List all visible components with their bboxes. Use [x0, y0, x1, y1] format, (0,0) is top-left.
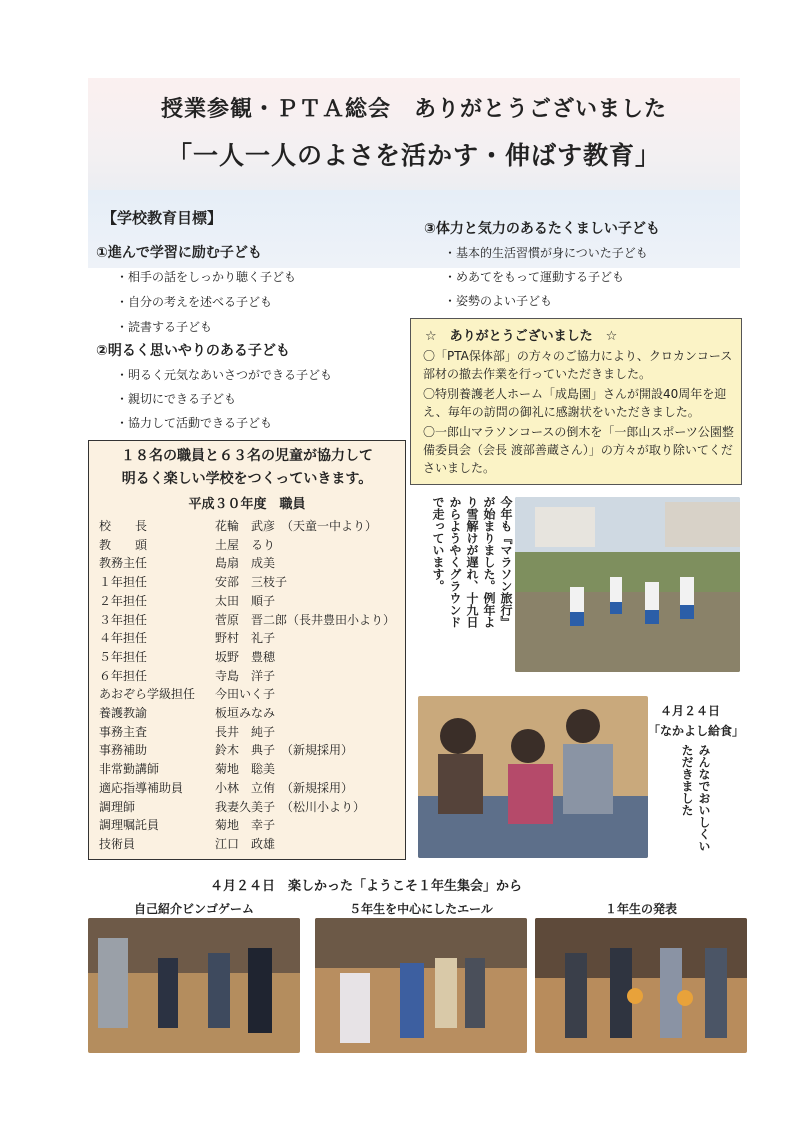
staff-name: 菊地 聡美: [215, 762, 276, 777]
goal1-item: ・相手の話をしっかり聴く子ども: [116, 270, 297, 284]
goal2-item: ・協力して活動できる子ども: [116, 416, 273, 430]
staff-role: ２年担任: [99, 593, 148, 608]
staff-name: 我妻久美子: [215, 799, 276, 814]
staff-name: 今田いく子: [215, 687, 276, 702]
thanks-paragraph: 〇「PTA保体部」の方々のご協力により、クロカンコース部材の撤去作業を行っていただきました。: [423, 349, 733, 381]
marathon-text: 今年も『マラソン旅行』が始まりました。例年より雪解けが遅れ、十九日からようやくグラウンドで走っています。: [431, 496, 513, 628]
staff-row: [99, 816, 399, 833]
goal3-item: ・基本的生活習慣が身についた子ども: [444, 246, 648, 260]
assembly-caption: 自己紹介ビンゴゲーム: [133, 902, 254, 916]
goal2-item: ・親切にできる子ども: [116, 392, 237, 406]
staff-role: ４年担任: [99, 631, 148, 646]
staff-row: [99, 517, 399, 534]
goal1-item: ・自分の考えを述べる子ども: [116, 295, 273, 309]
assembly-heading: ４月２４日 楽しかった「ようこそ１年生集会」から: [210, 879, 523, 894]
staff-role: 教務主任: [99, 556, 148, 571]
assembly-caption: ５年生を中心にしたエール: [349, 902, 493, 916]
thanks-heading: ☆ ありがとうございました ☆: [425, 329, 618, 344]
staff-intro: [89, 445, 405, 491]
first-grade-photo: [535, 918, 747, 1053]
staff-role: 養護教諭: [99, 706, 148, 720]
staff-name: 花輪 武彦: [215, 519, 276, 533]
staff-role: 事務補助: [99, 743, 148, 758]
staff-name: 島扇 成美: [215, 556, 276, 571]
staff-row: [99, 592, 399, 609]
bingo-photo: [88, 918, 300, 1053]
staff-row: [99, 704, 399, 721]
staff-role: ３年担任: [99, 612, 148, 627]
goal2-item: ・明るく元気なあいさつができる子ども: [116, 368, 333, 382]
goals-heading: 【学校教育目標】: [102, 209, 223, 227]
staff-row: [99, 667, 399, 684]
goal3-item: ・姿勢のよい子ども: [444, 294, 553, 308]
staff-name: 土屋 るり: [215, 537, 276, 552]
goal1-item: ・読書する子ども: [116, 320, 213, 334]
staff-row: [99, 723, 399, 740]
staff-row: [99, 685, 399, 702]
staff-row: [99, 648, 399, 665]
staff-row: [99, 554, 399, 571]
staff-note: （松川小より）: [281, 799, 366, 814]
staff-name: 鈴木 典子: [215, 743, 276, 758]
staff-name: 坂野 豊穂: [215, 649, 276, 664]
lunch-text: みんなでおいしくいただきました: [680, 744, 711, 852]
marathon-photo: [515, 497, 740, 672]
staff-name: 菊地 幸子: [215, 818, 276, 833]
staff-name: 長井 純子: [215, 724, 276, 739]
staff-name: 太田 順子: [215, 593, 276, 608]
staff-name: 板垣みなみ: [215, 706, 276, 720]
staff-box: [88, 440, 406, 860]
staff-name: 野村 礼子: [215, 631, 276, 646]
staff-role: 非常勤講師: [99, 762, 160, 777]
staff-row: [99, 798, 399, 815]
assembly-caption: １年生の発表: [604, 902, 677, 916]
staff-intro-line: １８名の職員と６３名の児童が協力して: [121, 448, 373, 464]
staff-role: あおぞら学級担任: [99, 687, 196, 702]
staff-role: 校 長: [99, 519, 148, 533]
page-subtitle: 「一人一人のよさを活かす・伸ばす教育」: [166, 141, 661, 170]
page-title: 授業参観・ＰＴＡ総会 ありがとうございました: [160, 97, 667, 122]
staff-note: （新規採用）: [281, 743, 354, 758]
thanks-box: [410, 318, 742, 485]
staff-role: 技術員: [99, 836, 136, 851]
staff-note: （天童一中より）: [281, 519, 378, 533]
goal2-title: ②明るく思いやりのある子ども: [96, 343, 290, 359]
staff-row: [99, 741, 399, 758]
staff-role: 適応指導補助員: [99, 780, 184, 795]
staff-role: ５年担任: [99, 649, 148, 664]
staff-name: 寺島 洋子: [215, 668, 276, 683]
staff-name: 菅原 晋二郎（長井豊田小より）: [215, 612, 396, 627]
staff-role: １年担任: [99, 575, 148, 590]
staff-row: [99, 573, 399, 590]
lunch-title: 「なかよし給食」: [648, 724, 745, 738]
lunch-photo: [418, 696, 648, 858]
thanks-paragraph: 〇一郎山マラソンコースの倒木を「一郎山スポーツ公園整備委員会（会長 渡部善蔵さん）」の方々が取り除いてくださいました。: [423, 425, 734, 475]
staff-role: 事務主査: [99, 724, 148, 739]
staff-note: （新規採用）: [281, 780, 354, 795]
lunch-date: ４月２４日: [660, 704, 721, 718]
staff-role: ６年担任: [99, 668, 148, 683]
goal3-item: ・めあてをもって運動する子ども: [444, 270, 625, 284]
staff-row: [99, 779, 399, 796]
staff-row: [99, 835, 399, 852]
staff-name: 安部 三枝子: [215, 575, 288, 590]
staff-title: 平成３０年度 職員: [188, 497, 306, 512]
staff-row: [99, 760, 399, 777]
goal1-title: ①進んで学習に励む子ども: [96, 245, 262, 261]
staff-row: [99, 629, 399, 646]
cheer-photo: [315, 918, 527, 1053]
staff-name: 小林 立侑: [215, 780, 276, 795]
staff-name: 江口 政雄: [215, 836, 276, 851]
staff-role: 教 頭: [99, 537, 148, 552]
staff-intro-line: 明るく楽しい学校をつくっていきます。: [121, 471, 373, 487]
staff-row: [99, 536, 399, 553]
staff-row: [99, 611, 399, 628]
thanks-paragraph: 〇特別養護老人ホーム「成島園」さんが開設40周年を迎え、毎年の訪問の御礼に感謝状をいただきました。: [423, 387, 727, 419]
staff-role: 調理師: [99, 799, 136, 814]
staff-role: 調理嘱託員: [99, 818, 160, 833]
goal3-title: ③体力と気力のあるたくましい子ども: [424, 221, 660, 237]
